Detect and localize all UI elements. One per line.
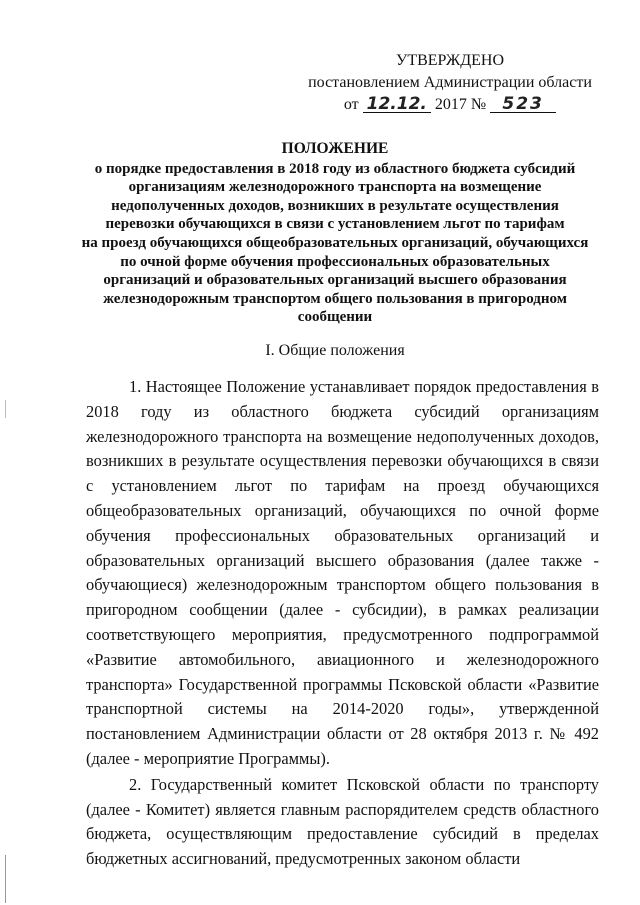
title-main: ПОЛОЖЕНИЕ	[281, 140, 389, 157]
year-label: 2017 №	[434, 96, 487, 113]
title-line: недополученных доходов, возникших в результате осуществления	[111, 197, 559, 214]
title-line: организаций и образовательных организаций высшего образования	[103, 272, 567, 289]
title-line: по очной форме обучения профессиональных образовательных	[120, 253, 550, 270]
handwritten-date: 12.12.	[363, 96, 431, 113]
scan-margin-mark	[5, 400, 6, 418]
approval-stamp	[300, 50, 600, 116]
title-line: сообщении	[297, 309, 373, 326]
paragraph-2: 2. Государственный комитет Псковской области по транспорту (далее - Комитет) является главным распорядителем средств областного бюджета, осуществляющим предоставление субсидий в пределах бюджетных ассигнований, предусмотренных законом области	[86, 774, 599, 869]
section-heading: I. Общие положения	[265, 342, 405, 359]
title-line: железнодорожным транспортом общего пользования в пригородном	[103, 290, 567, 307]
approved-label: УТВЕРЖДЕНО	[395, 52, 504, 69]
document-title	[70, 140, 600, 327]
decree-date-line	[300, 94, 600, 116]
title-line: о порядке предоставления в 2018 году из областного бюджета субсидий	[94, 160, 576, 177]
from-label: от	[343, 96, 359, 113]
scan-margin-mark	[5, 855, 6, 903]
document-body	[86, 375, 599, 873]
paragraph-1: 1. Настоящее Положение устанавливает порядок предоставления в 2018 году из областного бюджета субсидий организациям железнодорожного транспорта на возмещение недополученных доходов, возникших в результате осуществления перевозки обучающихся в связи с установлением льгот по тарифам на проезд обучающихся общеобразовательных организаций, обучающихся по очной форме обучения профессиональных образовательных организаций и образовательных организаций высшего образования (далее также - обучающиеся) железнодорожным транспортом общего пользования в пригородном сообщении (далее - субсидии), в рамках реализации соответствующего мероприятия, предусмотренного подпрограммой «Развитие автомобильного, авиационного и железнодорожного транспорта» Государственной программы Псковской области «Развитие транспортной системы на 2014-2020 годы», утвержденной постановлением Администрации области от 28 октября 2013 г. № 492 (далее - мероприятие Программы).	[86, 377, 599, 768]
title-line: на проезд обучающихся общеобразовательных организаций, обучающихся	[81, 234, 589, 251]
decree-label: постановлением Администрации области	[308, 74, 592, 91]
title-line: организациям железнодорожного транспорта на возмещение	[128, 179, 542, 196]
handwritten-number: 523	[490, 96, 556, 113]
title-line: перевозки обучающихся в связи с установлением льгот по тарифам	[105, 216, 565, 233]
